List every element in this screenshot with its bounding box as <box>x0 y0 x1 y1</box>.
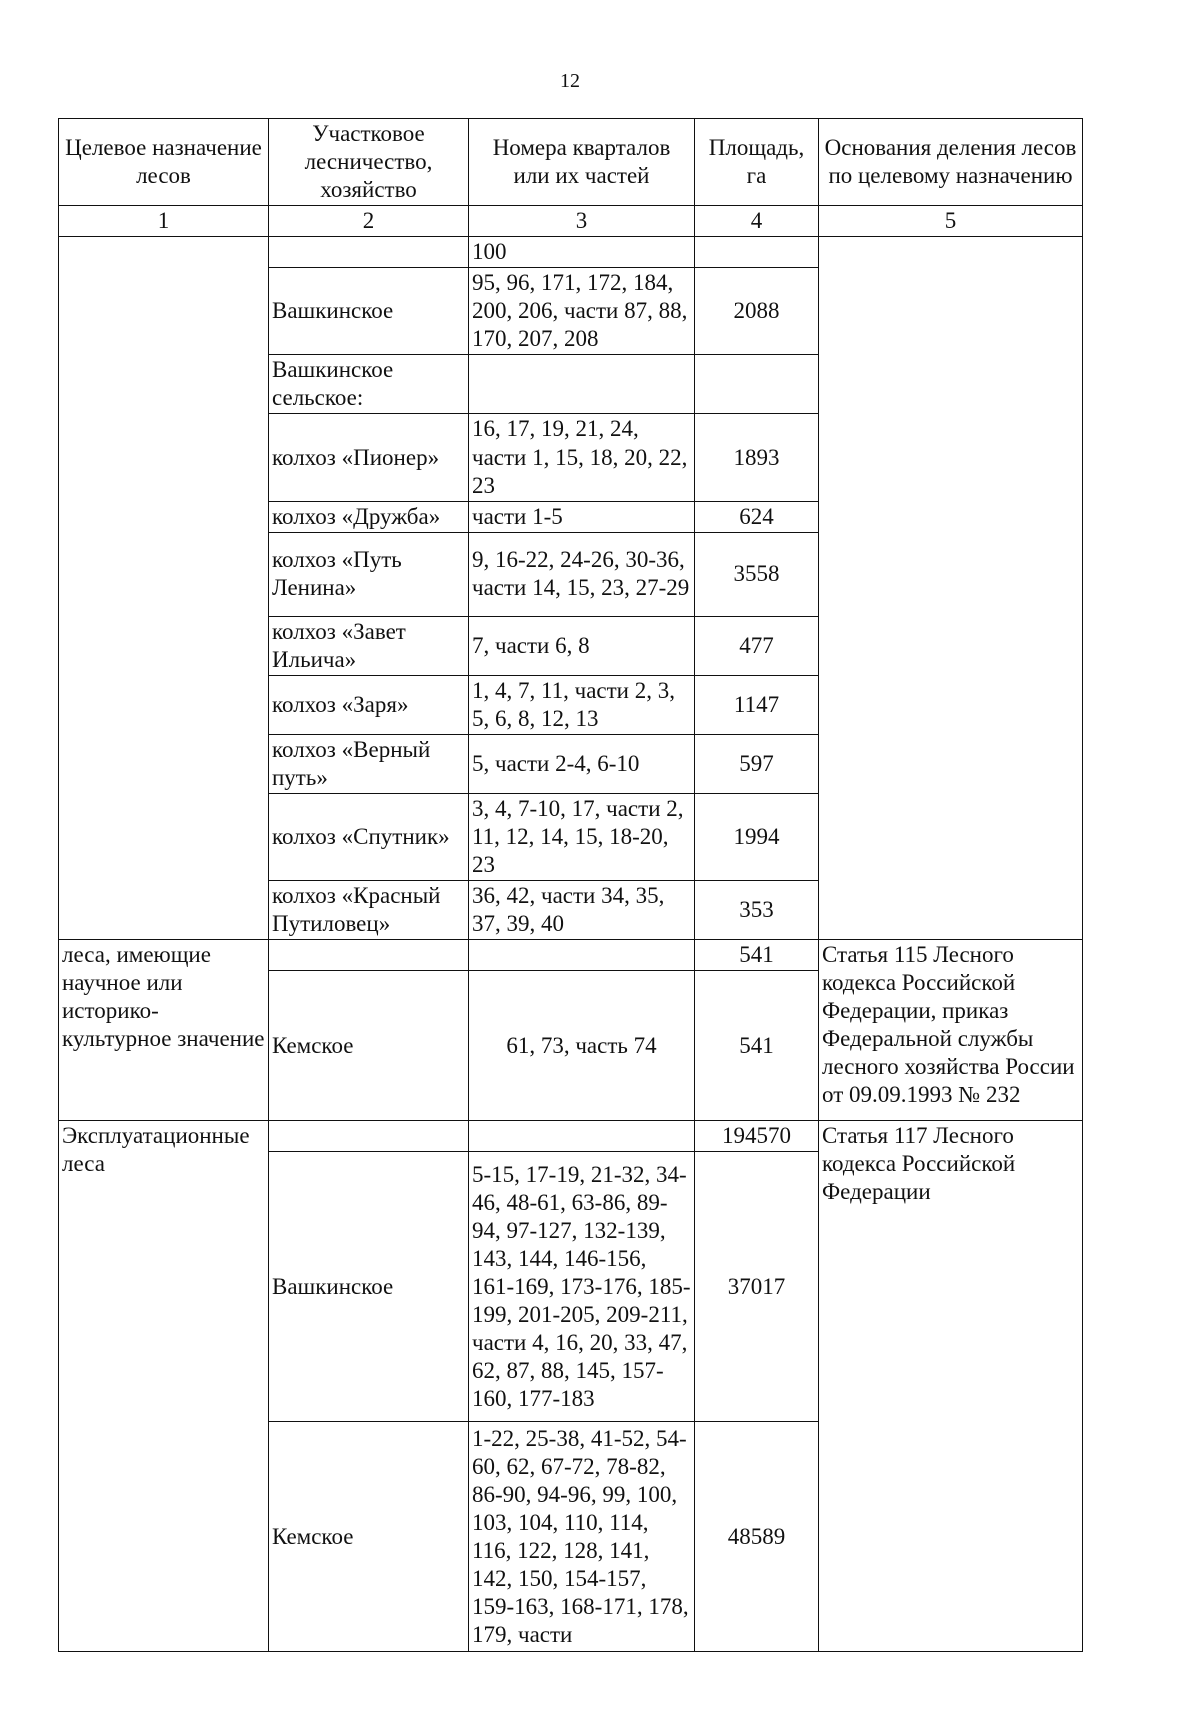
purpose-cell: леса, имеющие научное или историко-культурное значение <box>59 940 269 1121</box>
area-cell: 541 <box>695 971 819 1121</box>
area-cell: 2088 <box>695 268 819 355</box>
header-area: Площадь, га <box>695 119 819 206</box>
table-row <box>59 940 1083 971</box>
forestry-cell: Вашкинское <box>269 1152 469 1422</box>
quarters-cell: 16, 17, 19, 21, 24, части 1, 15, 18, 20, 22, 23 <box>469 414 695 501</box>
quarters-cell: 5-15, 17-19, 21-32, 34-46, 48-61, 63-86, 89-94, 97-127, 132-139, 143, 144, 146-156, 161-169, 173-176, 185-199, 201-205, 209-211, части 4, 16, 20, 33, 47, 62, 87, 88, 145, 157-160, 177-183 <box>469 1152 695 1422</box>
basis-cell: Статья 117 Лесного кодекса Российской Федерации <box>819 1121 1083 1652</box>
table-row <box>59 237 1083 268</box>
quarters-cell: 36, 42, части 34, 35, 37, 39, 40 <box>469 881 695 940</box>
quarters-cell: 95, 96, 171, 172, 184, 200, 206, части 87, 88, 170, 207, 208 <box>469 268 695 355</box>
forestry-cell: колхоз «Дружба» <box>269 501 469 532</box>
forestry-cell: колхоз «Пионер» <box>269 414 469 501</box>
basis-cell: Статья 115 Лесного кодекса Российской Федерации, приказ Федеральной службы лесного хозяйства России от 09.09.1993 № 232 <box>819 940 1083 1121</box>
basis-cell-empty <box>819 237 1083 940</box>
forestry-cell: колхоз «Красный Путиловец» <box>269 881 469 940</box>
header-forestry: Участковое лесничество, хозяйство <box>269 119 469 206</box>
forestry-cell: колхоз «Спутник» <box>269 793 469 880</box>
purpose-cell: Эксплуатационные леса <box>59 1121 269 1652</box>
quarters-cell: 1, 4, 7, 11, части 2, 3, 5, 6, 8, 12, 13 <box>469 675 695 734</box>
area-cell: 1994 <box>695 793 819 880</box>
header-quarters: Номера кварталов или их частей <box>469 119 695 206</box>
forestry-cell <box>269 1121 469 1152</box>
area-cell <box>695 355 819 414</box>
forestry-cell <box>269 237 469 268</box>
quarters-cell: 5, части 2-4, 6-10 <box>469 734 695 793</box>
column-number: 3 <box>469 206 695 237</box>
column-number: 4 <box>695 206 819 237</box>
area-cell: 597 <box>695 734 819 793</box>
forestry-cell: колхоз «Верный путь» <box>269 734 469 793</box>
column-number: 5 <box>819 206 1083 237</box>
area-total-cell: 541 <box>695 940 819 971</box>
quarters-cell <box>469 940 695 971</box>
quarters-cell <box>469 1121 695 1152</box>
column-number: 1 <box>59 206 269 237</box>
quarters-cell <box>469 355 695 414</box>
forestry-cell: Вашкинское <box>269 268 469 355</box>
area-cell: 37017 <box>695 1152 819 1422</box>
area-cell: 477 <box>695 616 819 675</box>
quarters-cell: части 1-5 <box>469 501 695 532</box>
forestry-cell: колхоз «Заря» <box>269 675 469 734</box>
quarters-cell: 100 <box>469 237 695 268</box>
forest-purpose-table <box>58 118 1083 1652</box>
area-cell: 1147 <box>695 675 819 734</box>
forestry-cell <box>269 940 469 971</box>
forestry-cell: колхоз «Завет Ильича» <box>269 616 469 675</box>
quarters-cell: 7, части 6, 8 <box>469 616 695 675</box>
quarters-cell: 9, 16-22, 24-26, 30-36, части 14, 15, 23, 27-29 <box>469 532 695 616</box>
quarters-cell: 1-22, 25-38, 41-52, 54-60, 62, 67-72, 78-82, 86-90, 94-96, 99, 100, 103, 104, 110, 114, 116, 122, 128, 141, 142, 150, 154-157, 159-163, 168-171, 178, 179, части <box>469 1422 695 1652</box>
header-row <box>59 119 1083 206</box>
area-cell: 624 <box>695 501 819 532</box>
area-total-cell: 194570 <box>695 1121 819 1152</box>
table-row <box>59 1121 1083 1152</box>
area-cell <box>695 237 819 268</box>
area-cell: 1893 <box>695 414 819 501</box>
header-purpose: Целевое назначение лесов <box>59 119 269 206</box>
purpose-cell-empty <box>59 237 269 940</box>
forestry-cell: Кемское <box>269 1422 469 1652</box>
column-number-row <box>59 206 1083 237</box>
quarters-cell: 61, 73, часть 74 <box>469 971 695 1121</box>
quarters-cell: 3, 4, 7-10, 17, части 2, 11, 12, 14, 15, 18-20, 23 <box>469 793 695 880</box>
column-number: 2 <box>269 206 469 237</box>
area-cell: 48589 <box>695 1422 819 1652</box>
page-number: 12 <box>560 70 580 92</box>
header-basis: Основания деления лесов по целевому назначению <box>819 119 1083 206</box>
forestry-cell: Вашкинское сельское: <box>269 355 469 414</box>
area-cell: 353 <box>695 881 819 940</box>
forestry-cell: Кемское <box>269 971 469 1121</box>
forestry-cell: колхоз «Путь Ленина» <box>269 532 469 616</box>
area-cell: 3558 <box>695 532 819 616</box>
